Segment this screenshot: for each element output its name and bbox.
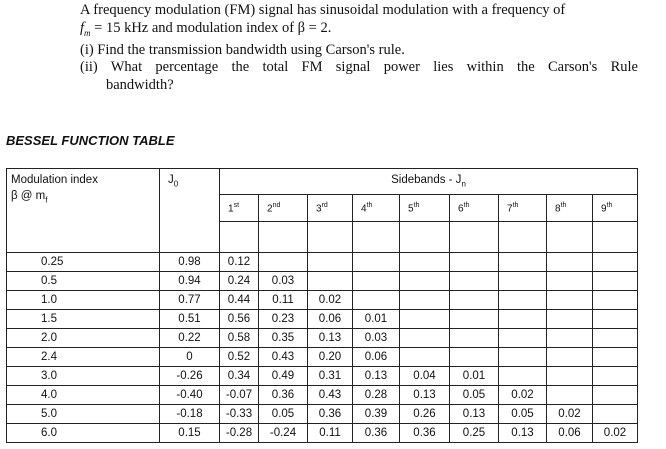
sideband-cell: 0.26 [400,405,450,424]
sideband-cell [593,272,638,291]
sideband-cell [259,253,308,272]
sideband-cell: 0.36 [400,424,450,443]
sideband-cell [499,253,547,272]
header-order-8: 8th [547,195,593,222]
modulation-index-cell: 2.4 [7,348,160,367]
modulation-index-cell: 4.0 [7,386,160,405]
sideband-cell: -0.28 [220,424,259,443]
j0-cell: 0.51 [160,310,220,329]
sideband-cell [593,367,638,386]
sideband-cell: -0.33 [220,405,259,424]
sideband-cell: 0.03 [353,329,400,348]
sideband-cell [450,329,499,348]
sideband-cell: 0.34 [220,367,259,386]
header-modulation-index [7,169,160,253]
sideband-cell [547,329,593,348]
sideband-cell [593,291,638,310]
j0-cell: -0.18 [160,405,220,424]
sideband-cell: 0.43 [259,348,308,367]
sideband-cell: 0.01 [353,310,400,329]
sideband-cell [400,348,450,367]
j0-cell: 0 [160,348,220,367]
sideband-cell: 0.31 [308,367,353,386]
sideband-cell: 0.36 [308,405,353,424]
header-order-5: 5th [400,195,450,222]
sideband-cell: 0.02 [547,405,593,424]
header-blank-cell [593,222,638,253]
j0-cell: -0.26 [160,367,220,386]
sideband-cell: 0.05 [450,386,499,405]
sideband-cell: 0.56 [220,310,259,329]
sideband-cell: 0.03 [259,272,308,291]
sideband-cell [450,253,499,272]
sideband-cell [499,310,547,329]
sideband-cell: 0.25 [450,424,499,443]
sideband-cell [547,310,593,329]
sideband-cell: 0.13 [353,367,400,386]
sideband-cell [450,291,499,310]
sideband-cell [547,348,593,367]
header-order-2: 2nd [259,195,308,222]
header-blank-cell [400,222,450,253]
table-row [7,386,638,405]
header-order-3: 3rd [308,195,353,222]
sideband-cell: 0.13 [400,386,450,405]
fm-symbol: f [80,19,85,36]
sideband-cell: 0.04 [400,367,450,386]
sideband-cell [450,272,499,291]
header-blank-cell [547,222,593,253]
j0-cell: 0.77 [160,291,220,310]
sideband-cell: 0.13 [499,424,547,443]
sideband-cell: 0.20 [308,348,353,367]
sideband-cell: 0.36 [259,386,308,405]
sideband-cell: 0.05 [499,405,547,424]
header-blank-cell [220,222,259,253]
table-row [7,405,638,424]
table-row [7,310,638,329]
j0-cell: 0.98 [160,253,220,272]
sideband-cell: 0.52 [220,348,259,367]
sideband-cell [593,310,638,329]
header-order-4: 4th [353,195,400,222]
sideband-cell [353,291,400,310]
sideband-cell [593,348,638,367]
sideband-cell [499,329,547,348]
header-beta-label: β @ $m_f$ [11,190,48,205]
header-order-9: 9th [593,195,638,222]
sideband-cell [547,367,593,386]
modulation-index-cell: 2.0 [7,329,160,348]
modulation-index-cell: 3.0 [7,367,160,386]
table-row [7,424,638,443]
sideband-cell: 0.12 [220,253,259,272]
question-line-2-rest: = 15 kHz and modulation index of β = 2. [90,19,332,36]
question-item-2: (ii) What percentage the total FM signal power lies within the Carson's Rule [80,59,638,76]
modulation-index-cell: 0.25 [7,253,160,272]
sideband-cell: 0.11 [308,424,353,443]
header-modulation-label: Modulation index [11,174,98,186]
sideband-cell: 0.13 [308,329,353,348]
table-row [7,272,638,291]
sideband-cell: 0.02 [308,291,353,310]
sideband-cell: 0.36 [353,424,400,443]
sideband-cell: 0.06 [308,310,353,329]
sideband-cell [450,310,499,329]
question-item-1: (i) Find the transmission bandwidth using Carson's rule. [80,41,405,58]
sideband-cell [593,405,638,424]
sideband-cell [547,386,593,405]
question-text [80,2,660,94]
question-line-2 [80,20,660,42]
j0-cell: -0.40 [160,386,220,405]
sideband-cell: 0.58 [220,329,259,348]
j0-cell: 0.22 [160,329,220,348]
sideband-cell: -0.07 [220,386,259,405]
header-order-7: 7th [499,195,547,222]
sideband-cell [499,367,547,386]
sideband-cell [400,272,450,291]
sideband-cell [593,253,638,272]
modulation-index-cell: 1.5 [7,310,160,329]
sideband-cell: 0.35 [259,329,308,348]
modulation-index-cell: 0.5 [7,272,160,291]
sideband-cell: 0.11 [259,291,308,310]
sideband-cell: 0.24 [220,272,259,291]
sideband-cell [400,253,450,272]
header-order-6: 6th [450,195,499,222]
sideband-cell [547,272,593,291]
table-title: BESSEL FUNCTION TABLE [6,133,175,148]
j0-cell: 0.94 [160,272,220,291]
header-blank-cell [499,222,547,253]
sideband-cell: 0.28 [353,386,400,405]
modulation-index-cell: 1.0 [7,291,160,310]
sideband-cell [308,253,353,272]
modulation-index-cell: 6.0 [7,424,160,443]
table-row [7,367,638,386]
table-row [7,253,638,272]
header-blank-cell [353,222,400,253]
sideband-cell [353,272,400,291]
sideband-cell: 0.43 [308,386,353,405]
question-line-1: A frequency modulation (FM) signal has sinusoidal modulation with a frequency of [80,2,566,18]
fm-subscript: m [84,27,91,38]
header-order-1: 1st [220,195,259,222]
sideband-cell [308,272,353,291]
header-blank-cell [308,222,353,253]
sideband-cell: -0.24 [259,424,308,443]
sideband-cell [353,253,400,272]
sideband-cell [499,291,547,310]
sideband-cell: 0.02 [499,386,547,405]
sideband-cell: 0.13 [450,405,499,424]
sideband-cell [400,310,450,329]
header-j0: $J_0$ [160,169,220,253]
sideband-cell: 0.01 [450,367,499,386]
sideband-cell [499,348,547,367]
sideband-cell: 0.23 [259,310,308,329]
sideband-cell: 0.06 [547,424,593,443]
sideband-cell [450,348,499,367]
sideband-cell [547,291,593,310]
sideband-cell: 0.05 [259,405,308,424]
sideband-cell [593,386,638,405]
sideband-cell [593,329,638,348]
header-sidebands: Sidebands - $J_n$ [220,169,638,195]
table-row [7,348,638,367]
sideband-cell [400,291,450,310]
bessel-function-table [6,168,638,443]
sideband-cell: 0.39 [353,405,400,424]
j0-cell: 0.15 [160,424,220,443]
sideband-cell: 0.49 [259,367,308,386]
modulation-index-cell: 5.0 [7,405,160,424]
sideband-cell: 0.44 [220,291,259,310]
sideband-cell [400,329,450,348]
table-row [7,329,638,348]
header-blank-cell [259,222,308,253]
sideband-cell [499,272,547,291]
sideband-cell: 0.02 [593,424,638,443]
header-blank-cell [450,222,499,253]
question-item-2-cont: bandwidth? [106,76,174,93]
table-row [7,291,638,310]
sideband-cell [547,253,593,272]
sideband-cell: 0.06 [353,348,400,367]
